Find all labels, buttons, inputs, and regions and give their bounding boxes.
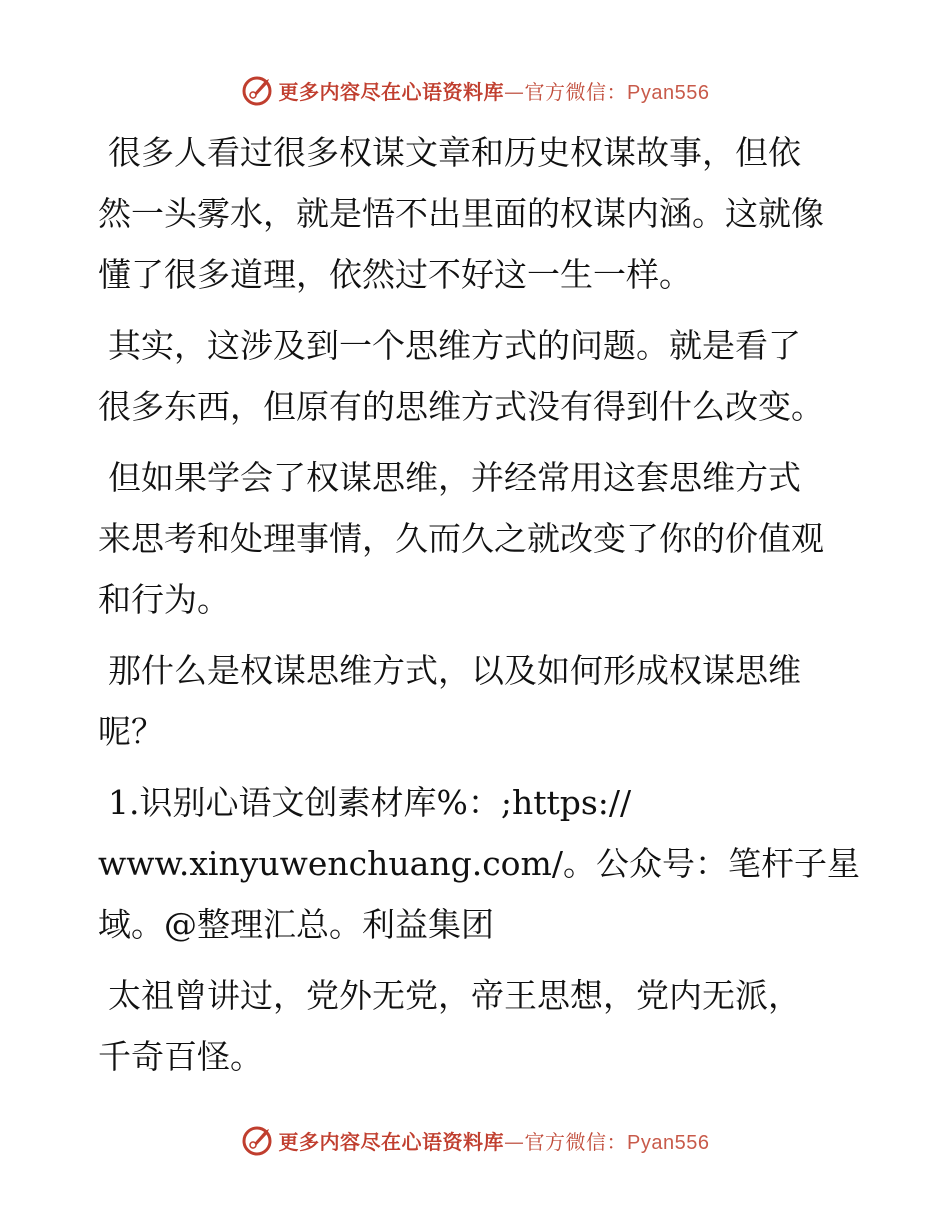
text-line: 其实，这涉及到一个思维方式的问题。就是看了 [108,326,801,365]
paragraph-5 [98,772,858,955]
text-line: 但如果学会了权谋思维，并经常用这套思维方式 [108,458,801,497]
banner-label: 官方微信： [524,79,628,104]
paragraph-2 [98,315,858,437]
banner-wechat-id: Pyan556 [627,1131,710,1154]
footer-banner [0,1120,950,1160]
text-line: 然一头雾水，就是悟不出里面的权谋内涵。这就像 [98,194,824,233]
paragraph-3 [98,447,858,630]
banner-wechat-id: Pyan556 [627,81,710,104]
text-line: 呢？ [98,712,164,751]
text-line: 懂了很多道理，依然过不好这一生一样。 [98,255,692,294]
paragraph-6 [98,965,858,1087]
text-line: 来思考和处理事情，久而久之就改变了你的价值观 [98,519,824,558]
banner-separator: — [504,1129,525,1154]
text-line: 很多人看过很多权谋文章和历史权谋故事，但依 [108,133,801,172]
quill-logo-icon [241,1123,275,1157]
paragraph-1 [98,122,858,305]
banner-separator: — [504,79,525,104]
document-body [98,122,858,1097]
text-line: 1.识别心语文创素材库%：;https:// [108,783,632,822]
quill-logo-icon [241,73,275,107]
text-line: 域。@整理汇总。利益集团 [98,905,494,944]
text-line: 千奇百怪。 [98,1037,263,1076]
text-line: 和行为。 [98,580,230,619]
text-line: 太祖曾讲过，党外无党，帝王思想，党内无派， [108,976,801,1015]
banner-main-text: 更多内容尽在心语资料库 [278,79,505,104]
text-line: 那什么是权谋思维方式，以及如何形成权谋思维 [108,651,801,690]
paragraph-4 [98,640,858,762]
banner-main-text: 更多内容尽在心语资料库 [278,1129,505,1154]
banner-label: 官方微信： [524,1129,628,1154]
text-line: www.xinyuwenchuang.com/。公众号：笔杆子星 [98,844,860,883]
banner-text [279,1126,710,1155]
banner-text [279,76,710,105]
header-banner [0,70,950,110]
text-line: 很多东西，但原有的思维方式没有得到什么改变。 [98,387,824,426]
